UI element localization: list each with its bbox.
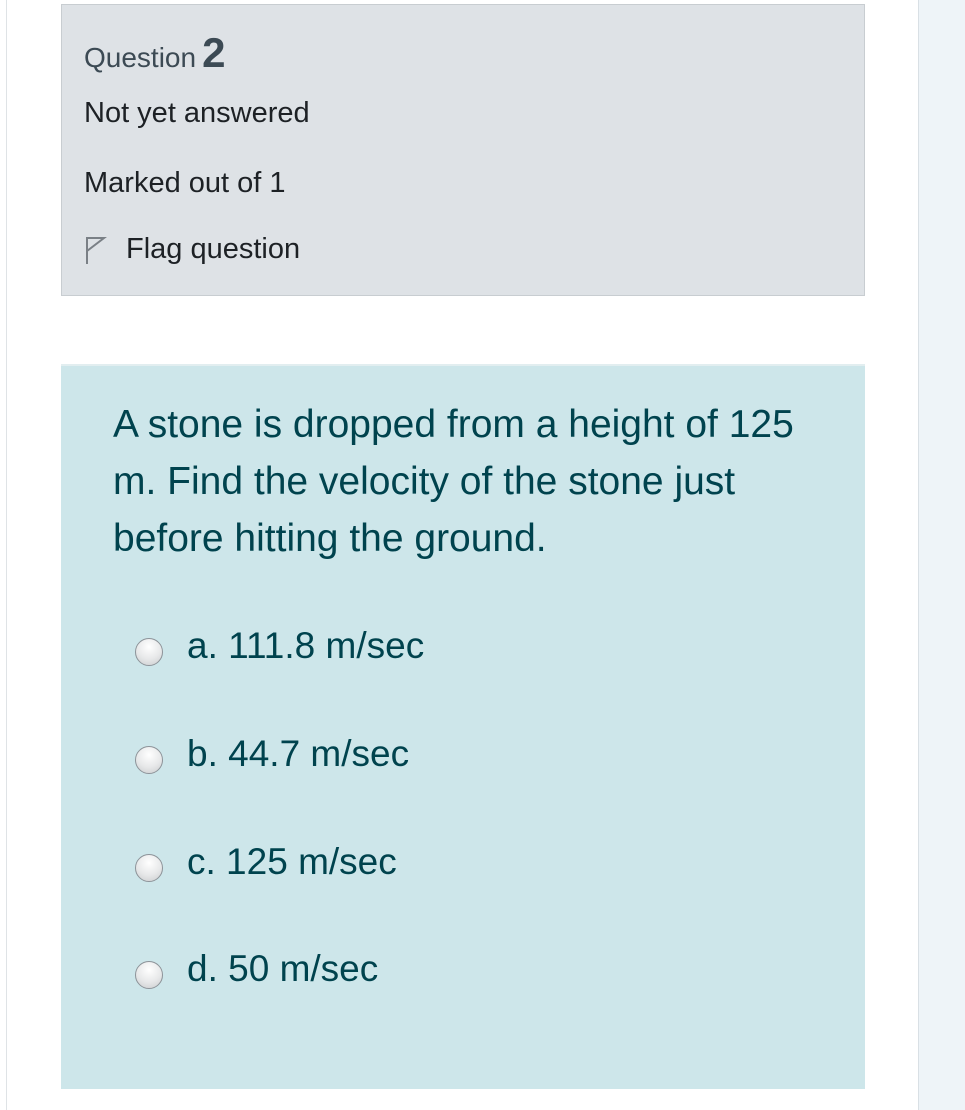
flag-question-link[interactable] <box>84 233 300 266</box>
answer-option-d[interactable] <box>135 943 655 995</box>
answer-option-label: a. 111.8 m/sec <box>187 625 425 666</box>
radio-c-icon[interactable] <box>135 854 163 882</box>
answer-option-c[interactable] <box>135 836 655 888</box>
page-left-border <box>6 0 7 1110</box>
radio-d-icon[interactable] <box>135 961 163 989</box>
question-state: Not yet answered <box>84 97 310 129</box>
answer-option-label: d. 50 m/sec <box>187 948 379 989</box>
question-text: A stone is dropped from a height of 125 m. Find the velocity of the stone just before hitting the ground. <box>113 403 794 560</box>
answer-option-b[interactable] <box>135 728 655 780</box>
radio-b-icon[interactable] <box>135 746 163 774</box>
answer-option-label: c. 125 m/sec <box>187 841 397 882</box>
question-content-box <box>61 364 865 1089</box>
flag-question-label: Flag question <box>126 233 301 265</box>
question-heading <box>84 23 225 88</box>
question-number: 2 <box>202 29 226 76</box>
radio-a-icon[interactable] <box>135 638 163 666</box>
question-info-box <box>61 4 865 296</box>
answer-option-label: b. 44.7 m/sec <box>187 733 410 774</box>
question-label: Question <box>84 42 197 73</box>
answer-option-a[interactable] <box>135 620 655 672</box>
question-grade: Marked out of 1 <box>84 167 286 199</box>
flag-icon <box>84 234 108 266</box>
right-side-panel <box>918 0 965 1110</box>
